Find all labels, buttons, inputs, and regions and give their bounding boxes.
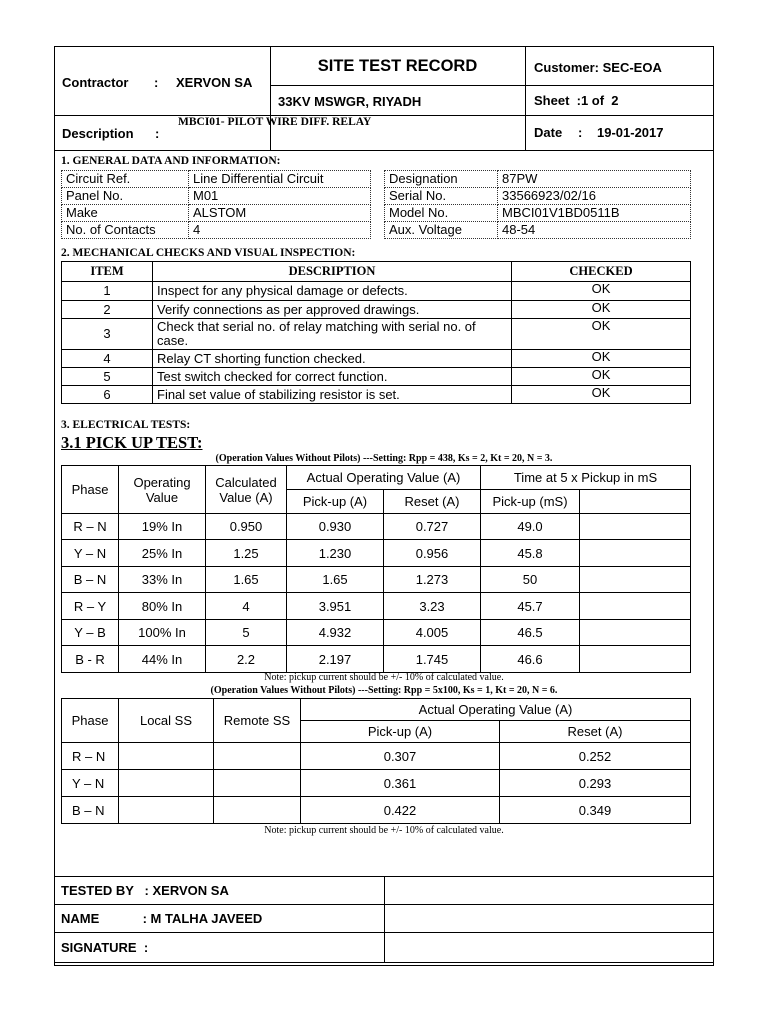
col-item-header: ITEM [62,262,153,282]
pickup-test-table [61,465,691,673]
item-number: 2 [62,301,153,319]
description-value: MBCI01- PILOT WIRE DIFF. RELAY [178,116,372,128]
item-description: Verify connections as per approved drawings. [153,301,512,319]
date-label: Date [534,125,563,140]
table-row [62,646,691,673]
calculated-cell: 1.65 [206,567,287,593]
phase-cell: B - R [62,646,119,673]
pickup-ms-cell: 45.8 [481,540,580,567]
reset-cell: 0.727 [384,514,481,540]
table-row [55,933,714,963]
operating-cell: 25% In [119,540,206,567]
pickup-ms-cell: 50 [481,567,580,593]
col-phase-header: Phase [62,699,119,743]
pickup-cell: 4.932 [287,620,384,646]
field-value: 33566923/02/16 [498,188,691,205]
phase-cell: R – N [62,514,119,540]
table-row [62,205,371,222]
date-value: 19-01-2017 [597,125,664,140]
col-actual-header: Actual Operating Value (A) [301,699,691,721]
table-row [62,282,691,301]
signoff-table [54,876,714,963]
item-description: Relay CT shorting function checked. [153,350,512,368]
description-label: Description [62,126,134,141]
table-row [62,222,371,239]
tested-by-blank [385,877,714,905]
pickup-cell: 1.230 [287,540,384,567]
phase-cell: Y – B [62,620,119,646]
header-divider [54,115,714,116]
operating-cell: 19% In [119,514,206,540]
reset-cell: 0.252 [500,743,691,770]
empty-cell [580,593,691,620]
name-blank [385,905,714,933]
table-row [62,540,691,567]
table-row [62,350,691,368]
reset-cell: 0.349 [500,797,691,824]
table-row [62,620,691,646]
reset-cell: 0.293 [500,770,691,797]
header-divider [54,150,714,151]
field-label: Circuit Ref. [62,171,189,188]
field-label: Model No. [385,205,498,222]
calculated-cell: 2.2 [206,646,287,673]
phase-cell: Y – N [62,540,119,567]
calculated-cell: 0.950 [206,514,287,540]
pickup-ms-cell: 49.0 [481,514,580,540]
field-value: 87PW [498,171,691,188]
table-row [62,797,691,824]
remote-cell [214,797,301,824]
col-empty-header [580,490,691,514]
setting-line-1: (Operation Values Without Pilots) ---Setting: Rpp = 438, Ks = 2, Kt = 20, N = 3. [215,453,553,464]
contractor-label: Contractor [62,75,129,90]
tested-by: TESTED BY : XERVON SA [55,877,385,905]
tolerance-note-2: Note: pickup current should be +/- 10% of calculated value. [264,825,504,836]
table-row [62,386,691,404]
table-row [385,205,691,222]
section-mechanical-heading: 2. MECHANICAL CHECKS AND VISUAL INSPECTION: [61,247,356,259]
table-row [62,567,691,593]
table-header-row [62,699,691,721]
item-checked: OK [512,301,691,319]
sheet-number: Sheet :1 of 2 [534,93,619,108]
name: NAME : M TALHA JAVEED [55,905,385,933]
field-value: 4 [189,222,371,239]
pickup-test-heading: 3.1 PICK UP TEST: [61,433,203,452]
field-label: Aux. Voltage [385,222,498,239]
item-checked: OK [512,282,691,301]
phase-cell: R – N [62,743,119,770]
local-cell [119,743,214,770]
table-row [62,593,691,620]
col-checked-header: CHECKED [512,262,691,282]
pickup-ms-cell: 46.5 [481,620,580,646]
field-label: No. of Contacts [62,222,189,239]
field-value: 48-54 [498,222,691,239]
field-value: ALSTOM [189,205,371,222]
operating-cell: 33% In [119,567,206,593]
table-header-row [62,466,691,490]
pickup-cell: 0.422 [301,797,500,824]
empty-cell [580,514,691,540]
pickup-ms-cell: 45.7 [481,593,580,620]
item-description: Final set value of stabilizing resistor is set. [153,386,512,404]
operating-cell: 44% In [119,646,206,673]
col-reset-header: Reset (A) [500,721,691,743]
mechanical-checks-table [61,261,691,404]
item-checked: OK [512,386,691,404]
item-description: Test switch checked for correct function. [153,368,512,386]
empty-cell [580,540,691,567]
contractor-value: XERVON SA [176,75,253,90]
section-electrical-heading: 3. ELECTRICAL TESTS: [61,419,191,431]
table-row [62,743,691,770]
item-description: Inspect for any physical damage or defects. [153,282,512,301]
table-row [385,171,691,188]
location: 33KV MSWGR, RIYADH [278,94,422,109]
phase-cell: B – N [62,797,119,824]
signature-blank [385,933,714,963]
reset-cell: 0.956 [384,540,481,567]
col-actual-header: Actual Operating Value (A) [287,466,481,490]
col-calculated-header: Calculated Value (A) [206,466,287,514]
col-remote-header: Remote SS [214,699,301,743]
pickup-cell: 1.65 [287,567,384,593]
phase-cell: Y – N [62,770,119,797]
date-colon: : [578,125,583,140]
local-cell [119,797,214,824]
reset-cell: 4.005 [384,620,481,646]
operating-cell: 100% In [119,620,206,646]
pickup-ms-cell: 46.6 [481,646,580,673]
col-pickup-header: Pick-up (A) [287,490,384,514]
remote-cell [214,770,301,797]
item-checked: OK [512,319,691,350]
item-number: 4 [62,350,153,368]
general-data-right-table [384,170,691,239]
table-row [55,905,714,933]
field-value: MBCI01V1BD0511B [498,205,691,222]
table-header-row [62,262,691,282]
item-checked: OK [512,368,691,386]
table-row [385,188,691,205]
description-colon: : [155,126,160,141]
setting-line-2: (Operation Values Without Pilots) ---Setting: Rpp = 5x100, Ks = 1, Kt = 20, N = 6. [210,685,558,696]
pickup-cell: 0.307 [301,743,500,770]
phase-cell: B – N [62,567,119,593]
col-operating-header: Operating Value [119,466,206,514]
table-row [62,770,691,797]
header-divider [525,46,526,150]
item-number: 3 [62,319,153,350]
pickup-cell: 3.951 [287,593,384,620]
field-label: Panel No. [62,188,189,205]
signature: SIGNATURE : [55,933,385,963]
field-label: Make [62,205,189,222]
table-row [55,877,714,905]
general-data-left-table [61,170,371,239]
local-cell [119,770,214,797]
field-label: Designation [385,171,498,188]
reset-cell: 1.273 [384,567,481,593]
pickup-cell: 0.361 [301,770,500,797]
empty-cell [580,646,691,673]
item-description: Check that serial no. of relay matching with serial no. of case. [153,319,512,350]
item-checked: OK [512,350,691,368]
field-value: M01 [189,188,371,205]
calculated-cell: 1.25 [206,540,287,567]
tolerance-note-1: Note: pickup current should be +/- 10% of calculated value. [264,672,504,683]
customer: Customer: SEC-EOA [534,60,662,75]
item-number: 1 [62,282,153,301]
document-title: SITE TEST RECORD [317,57,478,75]
pickup-test-table-2 [61,698,691,824]
operating-cell: 80% In [119,593,206,620]
pickup-cell: 2.197 [287,646,384,673]
phase-cell: R – Y [62,593,119,620]
field-value: Line Differential Circuit [189,171,371,188]
empty-cell [580,620,691,646]
header-divider [270,85,714,86]
table-row [62,301,691,319]
table-row [62,368,691,386]
contractor-colon: : [154,75,159,90]
reset-cell: 3.23 [384,593,481,620]
reset-cell: 1.745 [384,646,481,673]
table-row [62,171,371,188]
pickup-cell: 0.930 [287,514,384,540]
table-row [62,514,691,540]
col-local-header: Local SS [119,699,214,743]
col-phase-header: Phase [62,466,119,514]
item-number: 5 [62,368,153,386]
col-pickup-ms-header: Pick-up (mS) [481,490,580,514]
col-pickup-header: Pick-up (A) [301,721,500,743]
calculated-cell: 5 [206,620,287,646]
col-reset-header: Reset (A) [384,490,481,514]
item-number: 6 [62,386,153,404]
table-row [62,188,371,205]
empty-cell [580,567,691,593]
col-time-header: Time at 5 x Pickup in mS [481,466,691,490]
col-description-header: DESCRIPTION [153,262,512,282]
table-row [385,222,691,239]
calculated-cell: 4 [206,593,287,620]
field-label: Serial No. [385,188,498,205]
table-row [62,319,691,350]
section-general-heading: 1. GENERAL DATA AND INFORMATION: [61,155,281,167]
remote-cell [214,743,301,770]
